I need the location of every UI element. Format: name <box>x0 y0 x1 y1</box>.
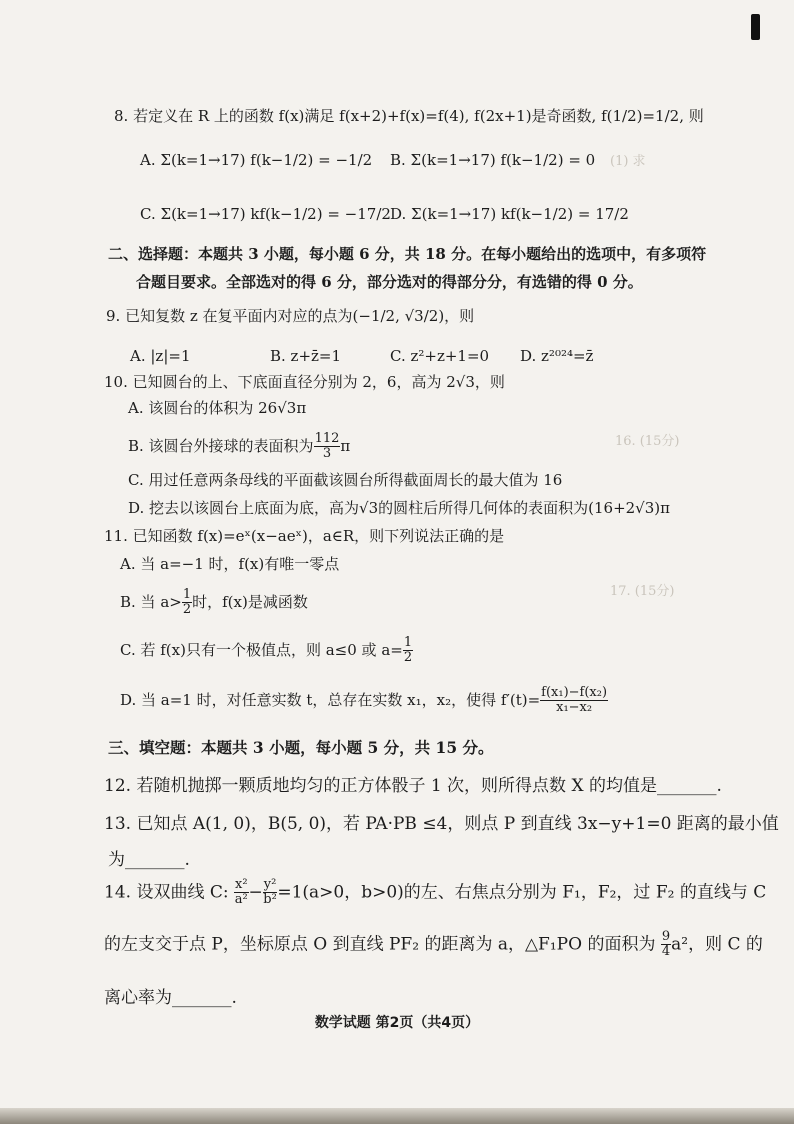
question-9-option-a: A. |z|=1 <box>130 347 191 365</box>
question-8-option-c: C. Σ(k=1→17) kf(k−1/2) = −17/2 <box>140 205 391 223</box>
question-9-option-d: D. z²⁰²⁴=z̄ <box>520 347 594 365</box>
question-11-stem: 11. 已知函数 f(x)=eˣ(x−aeˣ)，a∈R，则下列说法正确的是 <box>104 527 505 545</box>
bleed-through-text: (1) 求 <box>610 154 646 169</box>
question-8-option-a: A. Σ(k=1→17) f(k−1/2) = −1/2 <box>140 151 373 169</box>
question-8-option-d: D. Σ(k=1→17) kf(k−1/2) = 17/2 <box>390 205 629 223</box>
question-11-option-d: D. 当 a=1 时，对任意实数 t，总存在实数 x₁，x₂，使得 f′(t)= $\frac{\text{f(x₁)−f(x₂)}}{\text{x₁−x₂}}$ <box>120 685 608 716</box>
question-14-line-1: 14. 设双曲线 C: $\frac{\text{x²}}{\text{a²}}$ − $\frac{\text{y²}}{\text{b²}}$ =1(a>0，b>0)的左、右焦点分别为 F₁，F₂，过 F₂ 的直线与 C <box>104 877 767 908</box>
bleed-through-text: 16. (15分) <box>615 434 680 449</box>
scan-shadow <box>0 1108 794 1124</box>
bleed-through-text: 17. (15分) <box>610 584 675 599</box>
section-2-heading-cont: 合题目要求。全部选对的得 6 分，部分选对的得部分分，有选错的得 0 分。 <box>136 273 643 291</box>
section-2-heading: 二、选择题：本题共 3 小题，每小题 6 分，共 18 分。在每小题给出的选项中，有多项符 <box>108 245 707 263</box>
question-8-stem: 8. 若定义在 R 上的函数 f(x)满足 f(x+2)+f(x)=f(4), f(2x+1)是奇函数, f(1/2)=1/2, 则 <box>114 107 704 125</box>
question-9-stem: 9. 已知复数 z 在复平面内对应的点为(−1/2, √3/2)，则 <box>106 307 475 325</box>
question-11-option-b: B. 当 a> $\frac{1}{2}$ 时，f(x)是减函数 <box>120 587 308 618</box>
question-9-option-b: B. z+z̄=1 <box>270 347 342 365</box>
corner-mark <box>751 14 760 40</box>
question-10-option-b: B. 该圆台外接球的表面积为 $\frac{112}{3}$ π <box>128 431 351 462</box>
page-footer: 数学试题 第2页（共4页） <box>314 1015 480 1031</box>
question-8-option-b: B. Σ(k=1→17) f(k−1/2) = 0 <box>390 151 596 169</box>
question-10-option-d: D. 挖去以该圆台上底面为底，高为√3的圆柱后所得几何体的表面积为(16+2√3)π <box>128 499 670 517</box>
question-14-line-3: 离心率为_______. <box>104 988 237 1008</box>
question-10-stem: 10. 已知圆台的上、下底面直径分别为 2，6，高为 2√3，则 <box>104 373 505 391</box>
question-13-line-2: 为_______. <box>108 850 190 870</box>
question-9-option-c: C. z²+z+1=0 <box>390 347 490 365</box>
section-3-heading: 三、填空题：本题共 3 小题，每小题 5 分，共 15 分。 <box>108 738 494 757</box>
question-10-option-c: C. 用过任意两条母线的平面截该圆台所得截面周长的最大值为 16 <box>128 471 563 489</box>
question-13-line-1: 13. 已知点 A(1, 0)，B(5, 0)，若 PA·PB ≤4，则点 P 到直线 3x−y+1=0 距离的最小值 <box>104 814 779 834</box>
question-11-option-a: A. 当 a=−1 时，f(x)有唯一零点 <box>120 555 340 573</box>
question-12: 12. 若随机抛掷一颗质地均匀的正方体骰子 1 次，则所得点数 X 的均值是_______. <box>104 776 722 796</box>
question-11-option-c: C. 若 f(x)只有一个极值点，则 a≤0 或 a= $\frac{1}{2}$ <box>120 635 413 666</box>
question-14-line-2: 的左支交于点 P，坐标原点 O 到直线 PF₂ 的距离为 a，△F₁PO 的面积为 $\frac{9}{4}$ a²，则 C 的 <box>104 929 763 960</box>
question-10-option-a: A. 该圆台的体积为 26√3π <box>128 399 307 417</box>
